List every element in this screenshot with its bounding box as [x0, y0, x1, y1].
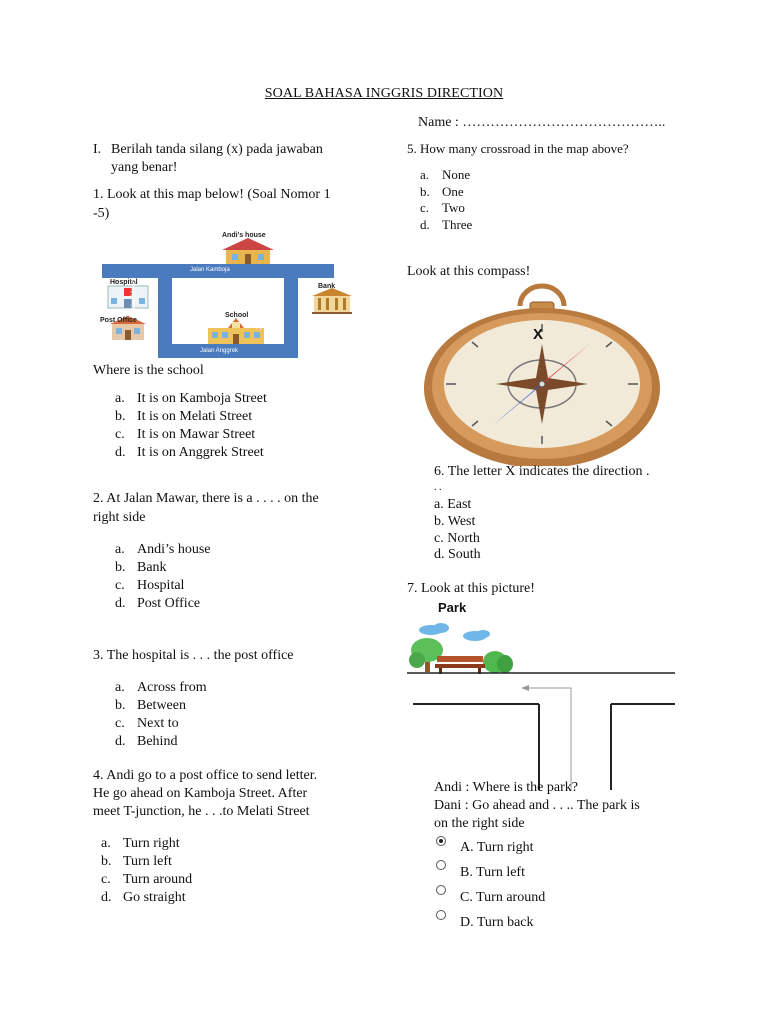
- option-letter: b.: [115, 409, 126, 424]
- option-text: Turn around: [476, 890, 546, 905]
- q7-radio-b[interactable]: [436, 860, 446, 870]
- q4-line2: He go ahead on Kamboja Street. After: [93, 786, 308, 801]
- option-text: One: [442, 184, 464, 199]
- option-text: Hospital: [137, 578, 185, 593]
- option-text: East: [447, 497, 472, 512]
- q4-option-b[interactable]: [101, 853, 172, 871]
- option-letter: C.: [460, 890, 473, 905]
- option-letter: b.: [101, 854, 112, 869]
- q3-option-b[interactable]: [115, 697, 186, 715]
- option-letter: a.: [420, 167, 430, 182]
- q1-option-b[interactable]: [115, 408, 252, 426]
- option-text: Three: [442, 217, 473, 232]
- q1-option-a[interactable]: [115, 390, 267, 408]
- option-text: Across from: [137, 680, 207, 695]
- q2-option-b[interactable]: [115, 559, 167, 577]
- option-letter: c.: [115, 427, 125, 442]
- q3-option-c[interactable]: [115, 715, 179, 733]
- option-letter: c.: [101, 872, 111, 887]
- option-text: Next to: [137, 716, 179, 731]
- q4-option-c[interactable]: [101, 871, 192, 889]
- q7-dani-line1: Dani : Go ahead and . . .. The park is: [434, 798, 640, 813]
- q5-option-d[interactable]: [420, 216, 472, 234]
- map-label-jalan-kamboja: Jalan Kamboja: [190, 267, 230, 273]
- option-text: West: [447, 514, 476, 529]
- option-letter: a.: [115, 542, 125, 557]
- option-text: It is on Mawar Street: [137, 427, 256, 442]
- option-letter: c.: [434, 531, 444, 546]
- option-letter: a.: [115, 680, 125, 695]
- option-letter: c.: [115, 716, 125, 731]
- q7-radio-c[interactable]: [436, 885, 446, 895]
- q7-radio-d[interactable]: [436, 910, 446, 920]
- q1-line1: 1. Look at this map below! (Soal Nomor 1: [93, 187, 331, 202]
- option-letter: A.: [460, 840, 474, 855]
- q2-line2: right side: [93, 510, 146, 525]
- q4-line1: 4. Andi go to a post office to send letter.: [93, 768, 318, 783]
- option-text: South: [448, 547, 481, 562]
- q6-option-b[interactable]: [434, 513, 475, 531]
- option-text: Between: [137, 698, 186, 713]
- q2-option-a[interactable]: [115, 541, 211, 559]
- option-letter: B.: [460, 865, 473, 880]
- option-text: Andi’s house: [137, 542, 211, 557]
- q5-option-c[interactable]: [420, 199, 465, 217]
- option-text: It is on Kamboja Street: [137, 391, 267, 406]
- option-text: Two: [442, 200, 465, 215]
- section-number: I.: [93, 142, 102, 157]
- road-melati: [158, 264, 172, 358]
- compass-x-mark: X: [533, 326, 544, 343]
- option-text: Turn left: [476, 865, 525, 880]
- option-letter: b.: [115, 698, 126, 713]
- park-street-illustration: [405, 620, 677, 792]
- street-map: [98, 230, 358, 364]
- q7-radio-a[interactable]: [436, 836, 446, 846]
- bank-icon: [312, 288, 352, 314]
- q6-line2: . .: [434, 482, 442, 493]
- option-letter: b.: [115, 560, 126, 575]
- map-label-hospital: Hospital: [110, 279, 138, 286]
- hospital-icon: [108, 286, 148, 308]
- option-letter: d.: [115, 734, 126, 749]
- q6-line1: 6. The letter X indicates the direction .: [434, 464, 650, 479]
- option-text: Turn back: [476, 915, 534, 930]
- q4-line3: meet T-junction, he . . .to Melati Street: [93, 804, 310, 819]
- q1-option-d[interactable]: [115, 444, 264, 462]
- compass-illustration: [424, 280, 668, 466]
- option-text: North: [447, 531, 480, 546]
- map-label-andis-house: Andi's house: [222, 232, 266, 239]
- q5-option-a[interactable]: [420, 166, 470, 184]
- q2-line1: 2. At Jalan Mawar, there is a . . . . on the: [93, 491, 319, 506]
- q5-line1: 5. How many crossroad in the map above?: [407, 141, 629, 156]
- option-letter: a.: [434, 497, 444, 512]
- q7-option-b[interactable]: [460, 864, 525, 882]
- map-label-bank: Bank: [318, 283, 336, 290]
- q3-line1: 3. The hospital is . . . the post office: [93, 648, 294, 663]
- option-text: Turn around: [123, 872, 193, 887]
- q6-option-d[interactable]: [434, 546, 481, 564]
- option-letter: a.: [115, 391, 125, 406]
- road-mawar: [284, 264, 298, 358]
- option-letter: b.: [420, 184, 430, 199]
- option-letter: D.: [460, 915, 474, 930]
- q7-andi-line: Andi : Where is the park?: [434, 780, 578, 795]
- map-label-jalan-anggrek: Jalan Anggrek: [200, 348, 239, 354]
- option-text: Go straight: [123, 890, 186, 905]
- map-label-post-office: Post Office: [100, 317, 137, 324]
- bush-icon: [483, 651, 513, 673]
- q7-option-d[interactable]: [460, 914, 534, 932]
- option-letter: d.: [115, 596, 126, 611]
- bench-icon: [435, 656, 485, 674]
- school-icon: [208, 318, 264, 344]
- option-text: Post Office: [137, 596, 201, 611]
- page-title: SOAL BAHASA INGGRIS DIRECTION: [264, 86, 504, 101]
- option-letter: c.: [420, 200, 430, 215]
- q1-option-c[interactable]: [115, 426, 255, 444]
- option-text: Turn right: [123, 836, 180, 851]
- option-letter: d.: [420, 217, 430, 232]
- q4-option-a[interactable]: [101, 835, 180, 853]
- option-text: Bank: [137, 560, 167, 575]
- q7-dani-line2: on the right side: [434, 816, 525, 831]
- section-instruction-line2: yang benar!: [111, 160, 178, 175]
- map-label-jalan-melati: Jalan Melati: [131, 279, 137, 312]
- compass-intro: Look at this compass!: [407, 264, 531, 279]
- map-label-school: School: [225, 312, 249, 319]
- q3-option-d[interactable]: [115, 733, 177, 751]
- q2-option-c[interactable]: [115, 577, 184, 595]
- option-letter: d.: [115, 445, 126, 460]
- option-letter: b.: [434, 514, 445, 529]
- q2-option-d[interactable]: [115, 595, 200, 613]
- option-text: Turn left: [123, 854, 172, 869]
- house-icon: [222, 238, 274, 264]
- q7-line1: 7. Look at this picture!: [407, 581, 535, 596]
- q1-line2: -5): [93, 206, 110, 221]
- name-line: Name : ……………………………………..: [418, 115, 666, 130]
- q4-option-d[interactable]: [101, 889, 186, 907]
- option-text: Turn right: [476, 840, 534, 855]
- option-letter: d.: [101, 890, 112, 905]
- q3-option-a[interactable]: [115, 679, 207, 697]
- map-label-jalan-mawar: Jalan Mawar: [257, 295, 263, 330]
- option-letter: d.: [434, 547, 445, 562]
- arrow-head-icon: [521, 685, 529, 691]
- section-instruction-line1: Berilah tanda silang (x) pada jawaban: [111, 142, 323, 157]
- option-text: Behind: [137, 734, 178, 749]
- option-text: None: [442, 167, 471, 182]
- option-text: It is on Melati Street: [137, 409, 253, 424]
- q1-question: Where is the school: [93, 363, 204, 378]
- q7-option-c[interactable]: [460, 889, 545, 907]
- option-letter: a.: [101, 836, 111, 851]
- option-text: It is on Anggrek Street: [137, 445, 264, 460]
- park-label: Park: [438, 600, 467, 615]
- option-letter: c.: [115, 578, 125, 593]
- q7-option-a[interactable]: [460, 839, 534, 857]
- q6-option-a[interactable]: [434, 496, 471, 514]
